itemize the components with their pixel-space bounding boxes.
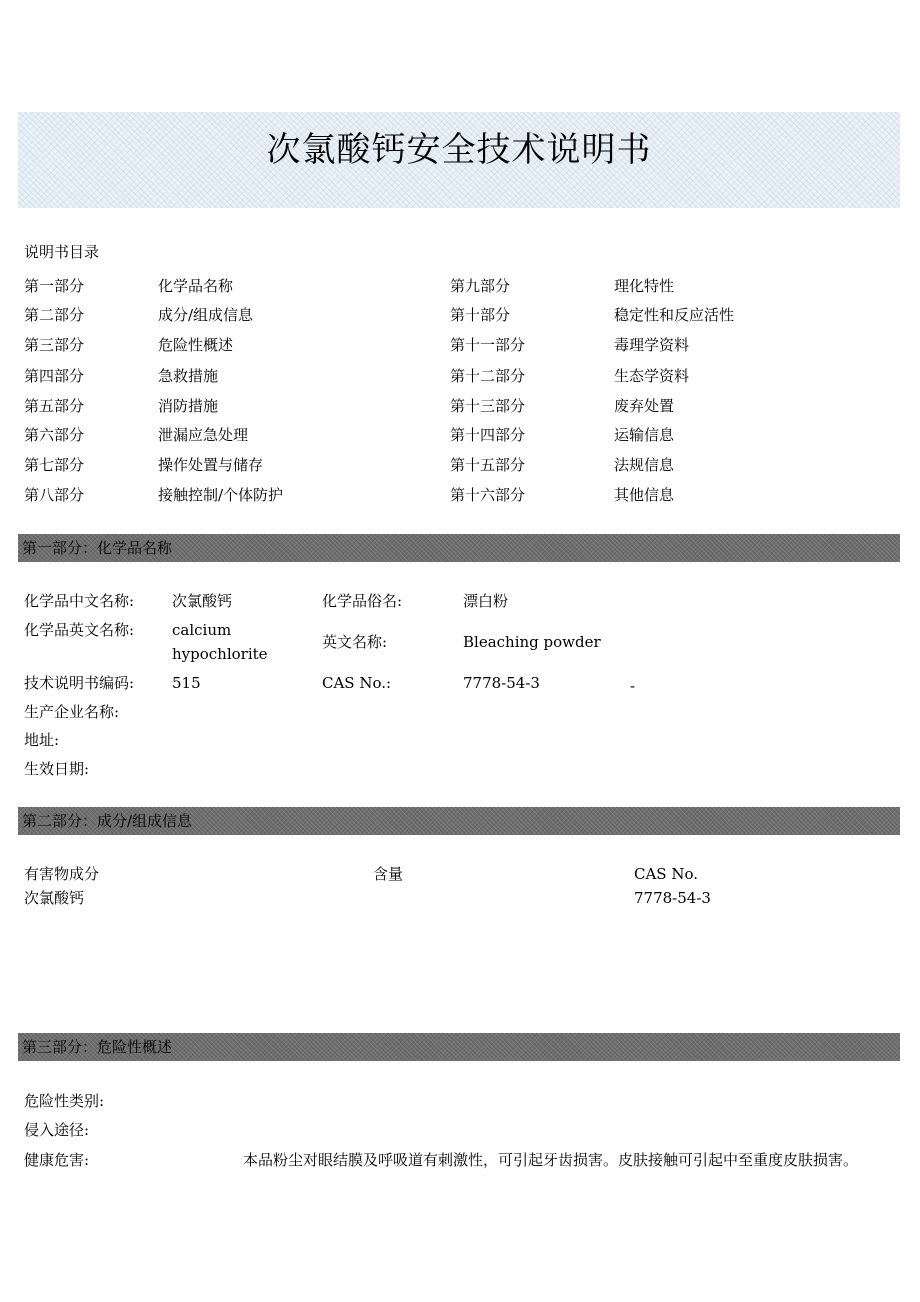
document-title: 次氯酸钙安全技术说明书 [266, 130, 652, 170]
section-header-text: 第一部分：化学品名称 [22, 539, 173, 557]
cas-label: CAS No.: [322, 674, 392, 692]
component-cas: 7778-54-3 [634, 889, 711, 907]
toc-part: 第三部分 [24, 336, 85, 354]
column-component: 有害物成分 [24, 865, 100, 883]
en-name-label: 化学品英文名称: [24, 621, 135, 639]
toc-part: 第五部分 [24, 397, 85, 415]
toc-part: 第八部分 [24, 486, 85, 504]
section-header-text: 第三部分：危险性概述 [22, 1038, 173, 1056]
toc-item: 接触控制/个体防护 [158, 486, 284, 504]
toc-item: 其他信息 [614, 486, 675, 504]
cas-value: 7778-54-3 [463, 674, 540, 692]
health-label: 健康危害: [24, 1151, 90, 1169]
toc-item: 泄漏应急处理 [158, 426, 249, 444]
code-label: 技术说明书编码: [24, 674, 135, 692]
section-header-2 [18, 807, 900, 835]
toc-item: 运输信息 [614, 426, 675, 444]
toc-item: 消防措施 [158, 397, 219, 415]
toc-part: 第十二部分 [450, 367, 526, 385]
toc-part: 第九部分 [450, 277, 511, 295]
toc-part: 第六部分 [24, 426, 85, 444]
section-header-1 [18, 534, 900, 562]
toc-part: 第十部分 [450, 306, 511, 324]
toc-part: 第十六部分 [450, 486, 526, 504]
title-banner [18, 112, 900, 208]
toc-item: 化学品名称 [158, 277, 234, 295]
toc-item: 操作处置与储存 [158, 456, 264, 474]
toc-item: 急救措施 [158, 367, 219, 385]
toc-item: 生态学资料 [614, 367, 690, 385]
code-value: 515 [172, 674, 201, 692]
section-header-text: 第二部分：成分/组成信息 [22, 812, 193, 830]
toc-item: 成分/组成信息 [158, 306, 254, 324]
toc-part: 第十一部分 [450, 336, 526, 354]
common-name-label: 化学品俗名: [322, 592, 403, 610]
toc-heading: 说明书目录 [24, 243, 100, 261]
date-label: 生效日期: [24, 760, 90, 778]
toc-part: 第十三部分 [450, 397, 526, 415]
toc-part: 第七部分 [24, 456, 85, 474]
column-content: 含量 [373, 865, 404, 883]
component-name: 次氯酸钙 [24, 889, 85, 907]
hazard-class-label: 危险性类别: [24, 1092, 105, 1110]
common-name-value: 漂白粉 [463, 592, 509, 610]
toc-part: 第四部分 [24, 367, 85, 385]
toc-item: 理化特性 [614, 277, 675, 295]
address-label: 地址: [24, 731, 60, 749]
dash-mark: - [630, 677, 636, 695]
toc-item: 稳定性和反应活性 [614, 306, 735, 324]
toc-part: 第十四部分 [450, 426, 526, 444]
en-alias-label: 英文名称: [322, 633, 388, 651]
cn-name-label: 化学品中文名称: [24, 592, 135, 610]
column-cas: CAS No. [634, 865, 699, 883]
toc-item: 毒理学资料 [614, 336, 690, 354]
toc-item: 危险性概述 [158, 336, 234, 354]
cn-name-value: 次氯酸钙 [172, 592, 233, 610]
toc-part: 第十五部分 [450, 456, 526, 474]
route-label: 侵入途径: [24, 1121, 90, 1139]
toc-item: 法规信息 [614, 456, 675, 474]
health-value: 本品粉尘对眼结膜及呼吸道有刺激性，可引起牙齿损害。皮肤接触可引起中至重度皮肤损害。 [243, 1151, 859, 1169]
en-alias-value: Bleaching powder [463, 633, 601, 651]
toc-part: 第一部分 [24, 277, 85, 295]
toc-part: 第二部分 [24, 306, 85, 324]
section-header-3 [18, 1033, 900, 1061]
en-name-value: calcium hypochlorite [172, 621, 268, 663]
toc-item: 废弃处置 [614, 397, 675, 415]
company-label: 生产企业名称: [24, 703, 120, 721]
